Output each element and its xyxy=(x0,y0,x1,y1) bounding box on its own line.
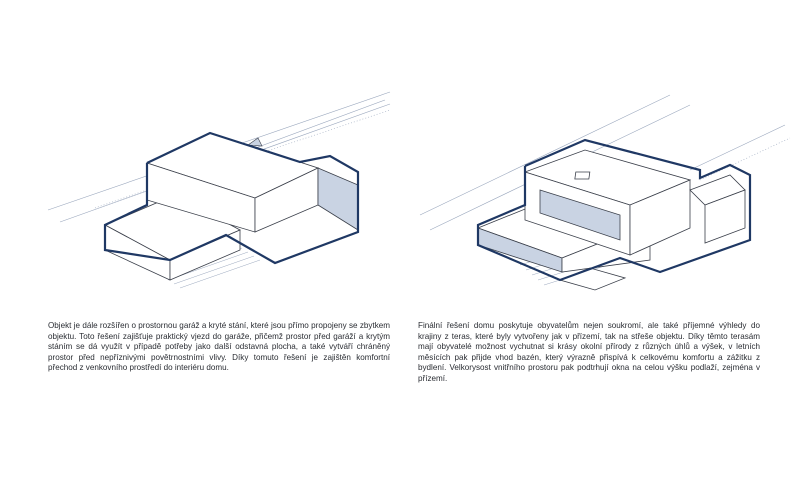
caption-final-house: Finální řešení domu poskytuje obyvatelům nejen soukromí, ale také příjemné výhledy do krajiny z teras, které byly vytvořeny jak v přízemí, tak na střeše objektu. Díky těmto terasám mají obyvatelé možnost vychutnat si krásy okolní přírody z různých úhlů a výšek, v letních měsících pak přijde vhod bazén, který výrazně přispívá k celkovému komfortu a zážitku z bydlení. Velkorysost vnitřního prostoru pak podtrhují okna na celou výšku podlaží, zejména v přízemí. xyxy=(418,321,760,383)
caption-garage: Objekt je dále rozšířen o prostornou garáž a kryté stání, které jsou přímo propojeny se zbytkem objektu. Toto řešení zajišťuje praktický vjezd do garáže, přičemž prostor před garáží a krytým stáním se dá využít v případě potřeby jako další odstavná plocha, a také vytváří chráněný prostor před nepříznivými povětrnostními vlivy. Díky tomuto řešení je zajištěn komfortní přechod z venkovního prostředí do interiéru domu. xyxy=(48,321,390,373)
garage-wing xyxy=(690,175,745,243)
isometric-diagram-final-house xyxy=(400,0,800,300)
isometric-diagram-garage xyxy=(0,0,400,300)
